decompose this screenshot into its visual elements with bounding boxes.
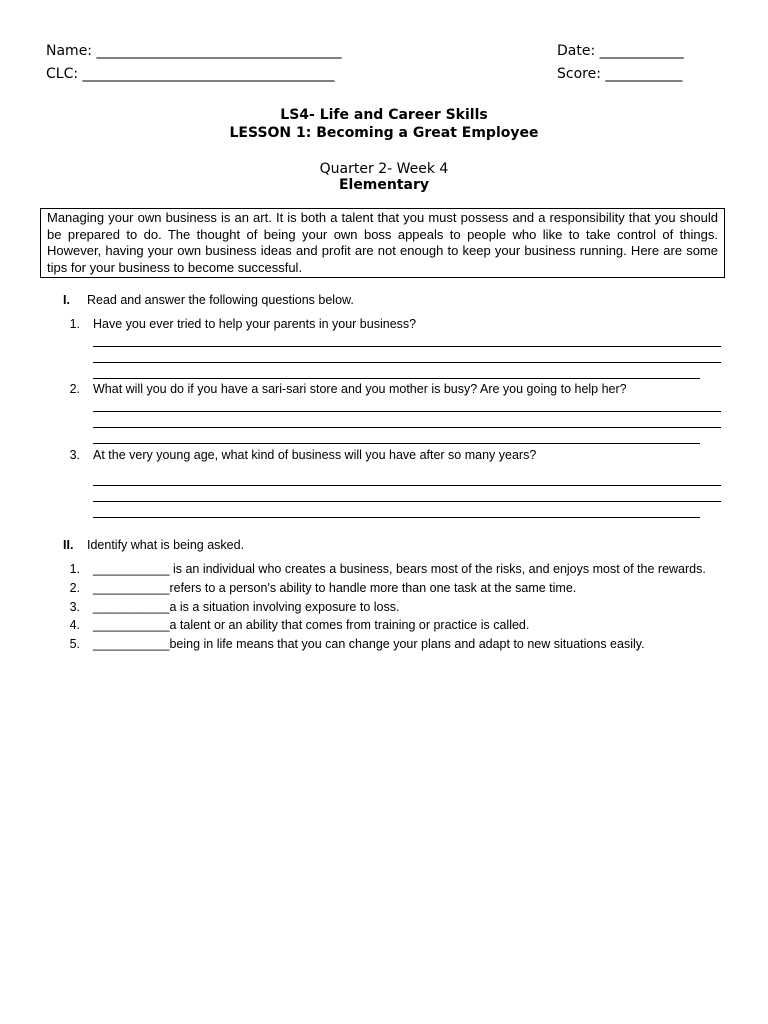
answer-line[interactable] bbox=[93, 443, 700, 444]
item-text: ___________a is a situation involving exposure to loss. bbox=[93, 600, 400, 614]
lesson-title: LESSON 1: Becoming a Great Employee bbox=[229, 125, 539, 141]
item-number: 2. bbox=[69, 581, 80, 595]
answer-line[interactable] bbox=[93, 501, 721, 502]
part1-numeral: I. bbox=[63, 293, 70, 307]
item-text: ___________ is an individual who creates a business, bears most of the risks, and enjoys most of the rewards. bbox=[93, 562, 706, 576]
name-field[interactable]: Name: ___________________________________ bbox=[46, 43, 342, 59]
item-number: 4. bbox=[69, 618, 80, 632]
level-title: Elementary bbox=[338, 177, 430, 193]
clc-field[interactable]: CLC: ____________________________________ bbox=[46, 66, 335, 82]
item-number: 5. bbox=[69, 637, 80, 651]
item-text: ___________being in life means that you can change your plans and adapt to new situations easily. bbox=[93, 637, 645, 651]
part2-instruction: Identify what is being asked. bbox=[87, 538, 245, 552]
answer-line[interactable] bbox=[93, 362, 721, 363]
question-text: Have you ever tried to help your parents in your business? bbox=[93, 317, 417, 331]
item-number: 3. bbox=[69, 600, 80, 614]
answer-line[interactable] bbox=[93, 427, 721, 428]
question-number: 3. bbox=[69, 448, 80, 462]
answer-line[interactable] bbox=[93, 346, 721, 347]
question-number: 2. bbox=[69, 382, 80, 396]
answer-line[interactable] bbox=[93, 485, 721, 486]
item-number: 1. bbox=[69, 562, 80, 576]
item-text: ___________refers to a person's ability to handle more than one task at the same time. bbox=[93, 581, 577, 595]
question-text: What will you do if you have a sari-sari store and you mother is busy? Are you going to help her? bbox=[93, 382, 627, 396]
answer-line[interactable] bbox=[93, 378, 700, 379]
quarter-title: Quarter 2- Week 4 bbox=[319, 161, 449, 177]
question-number: 1. bbox=[69, 317, 80, 331]
question-text: At the very young age, what kind of business will you have after so many years? bbox=[93, 448, 537, 462]
answer-line[interactable] bbox=[93, 517, 700, 518]
subject-title: LS4- Life and Career Skills bbox=[280, 107, 488, 123]
date-field[interactable]: Date: ____________ bbox=[557, 43, 684, 59]
part2-numeral: II. bbox=[63, 538, 74, 552]
item-text: ___________a talent or an ability that comes from training or practice is called. bbox=[93, 618, 530, 632]
score-field[interactable]: Score: ___________ bbox=[557, 66, 683, 82]
intro-box: Managing your own business is an art. It is both a talent that you must possess and a responsibility that you should be prepared to do. The thought of being your own boss appeals to people who like to take control of things. However, having your own business ideas and profit are not enough to keep your business running. Here are some tips for your business to become successful. bbox=[40, 208, 725, 278]
part1-instruction: Read and answer the following questions below. bbox=[87, 293, 354, 307]
answer-line[interactable] bbox=[93, 411, 721, 412]
